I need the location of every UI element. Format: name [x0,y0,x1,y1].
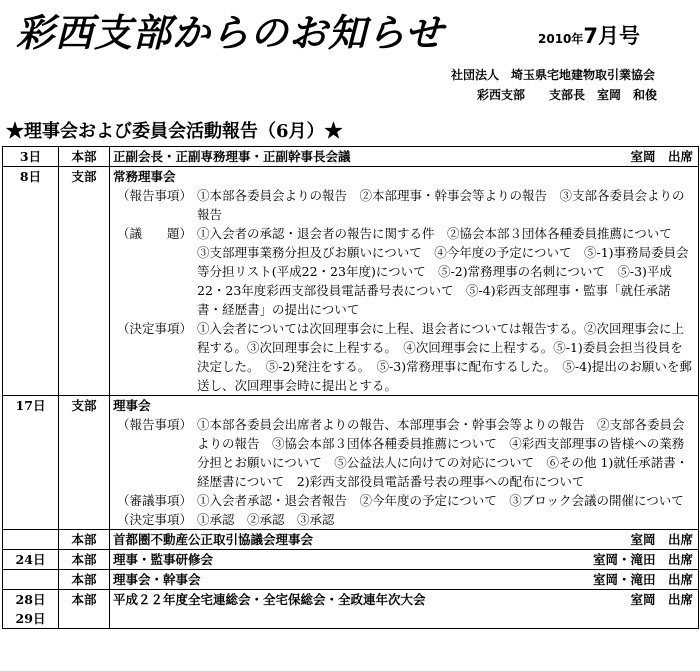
date-cell: 24日 [3,550,59,570]
place-cell: 本部 [59,530,110,550]
attendee: 室岡 出席 [630,592,693,607]
place-cell: 支部 [59,396,110,530]
place-cell: 本部 [59,570,110,590]
newsletter-title: 彩西支部からのお知らせ [16,11,444,55]
date-cell [3,530,59,550]
item-label: （審議事項） [117,493,193,508]
item-text: ①本部各委員会よりの報告 ②本部理事・幹事会等よりの報告 ③支部各委員会よりの報告 [197,188,685,222]
item-text: ①承認 ②承認 ③承認 [197,512,335,527]
topic: 常務理事会 [113,169,176,184]
date-end: 29日 [15,611,46,626]
issue-month: 7月号 [583,24,641,48]
item-text: ①入会者承認・退会者報告 ②今年度の予定について ③ブロック会議の開催について [197,493,684,508]
content-cell [110,570,699,590]
content-cell [110,147,699,167]
table-row [3,550,699,570]
item-text: ①入会者の承認・退会者の報告に関する件 ②協会本部３団体各種委員推薦について ③支部理事業務分担及びお願いについて ④今年度の予定について ⑤-1)事務局委員会等分担リスト(平成22・23年度)について ⑤-2)常務理事の名刺について ⑤-3)平成22・23年度彩西支部役員電話番号表について ⑤-4)彩西支部理事・監事「就任承諾書・経歴書」の提出について [197,226,689,317]
place-cell: 支部 [59,167,110,396]
content-cell [110,396,699,530]
item-label: （報告事項） [117,417,193,432]
content-cell [110,590,699,629]
content-cell [110,550,699,570]
date-cell: 8日 [3,167,59,396]
place-cell: 本部 [59,147,110,167]
issue-date [538,20,640,50]
attendee: 室岡・滝田 出席 [592,552,693,567]
organization-name: 社団法人 埼玉県宅地建物取引業協会 [451,68,656,82]
item-text: ①本部各委員会出席者よりの報告、本部理事会・幹事会等よりの報告 ②支部各委員会よりの報告 ③協会本部３団体各種委員推薦について ④彩西支部理事の皆様への業務分担とお願いについて ⑤公益法人に向けての対応について ⑥その他 1)就任承諾書・経歴書について 2)彩西支部役員電話番号表の理事への配布について [197,417,689,489]
content-cell [110,530,699,550]
topic: 平成２２年度全宅連総会・全宅保総会・全政連年次大会 [113,592,426,607]
table-row [3,167,699,396]
list-item [113,319,695,395]
section-title: ★理事会および委員会活動報告（6月）★ [6,121,343,142]
list-item [113,510,695,529]
activity-table [2,146,699,629]
place-cell: 本部 [59,550,110,570]
date-cell: 17日 [3,396,59,530]
topic: 首都圏不動産公正取引協議会理事会 [113,532,314,547]
attendee: 室岡・滝田 出席 [592,572,693,587]
table-row [3,530,699,550]
place-cell: 本部 [59,590,110,629]
table-row [3,147,699,167]
table-row [3,590,699,629]
topic: 理事会 [113,398,151,413]
date-cell [3,570,59,590]
content-cell [110,167,699,396]
item-label: （報告事項） [117,188,193,203]
list-item [113,491,695,510]
attendee: 室岡 出席 [630,532,693,547]
attendee: 室岡 出席 [630,149,693,164]
date-start: 28日 [15,592,46,607]
table-row [3,396,699,530]
topic: 正副会長・正副専務理事・正副幹事長会議 [113,149,351,164]
item-label: （決定事項） [117,321,193,336]
topic: 理事会・幹事会 [113,572,201,587]
list-item [113,415,695,491]
list-item [113,186,695,224]
item-text: ①入会者については次回理事会に上程、退会者については報告する。②次回理事会に上程する。③次回理事会に上程する。 ④次回理事会に上程する。⑤-1)委員会担当役員を決定した。 ⑤-2)発注をする。 ⑤-3)常務理事に配布するした。 ⑤-4)提出のお願いを郵送し、次回理事会時に提出とする。 [197,321,692,393]
date-cell: 3日 [3,147,59,167]
item-label: （決定事項） [117,512,193,527]
date-cell [3,590,59,629]
branch-chief: 彩西支部 支部長 室岡 和俊 [477,88,658,102]
issue-year: 2010年 [538,32,584,46]
topic: 理事・監事研修会 [113,552,214,567]
list-item [113,224,695,319]
item-label: （議 題） [117,226,193,241]
table-row [3,570,699,590]
